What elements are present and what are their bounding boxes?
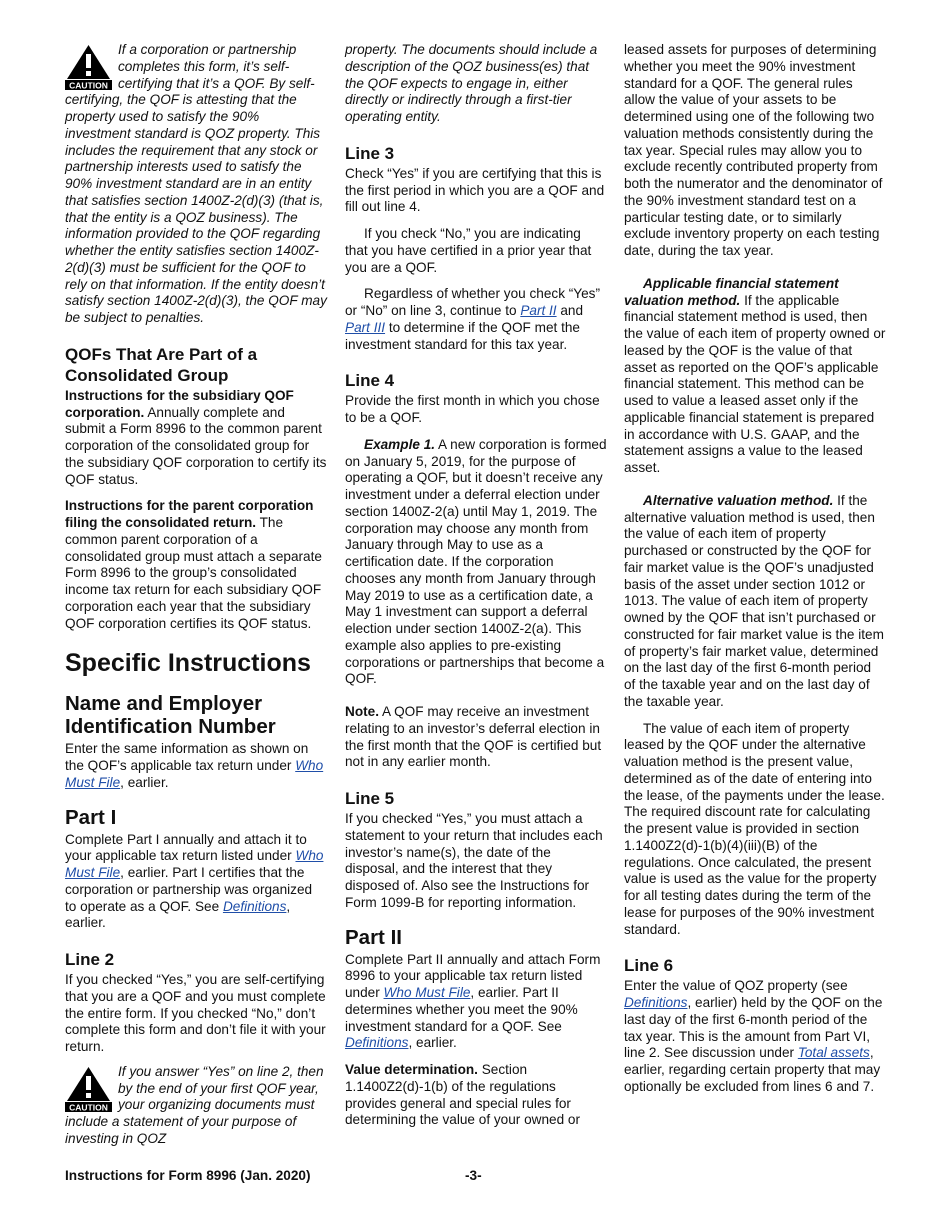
line6-heading: Line 6 bbox=[624, 956, 674, 976]
caution-text-2-continued: property. The documents should include a description of the QOZ business(es) that the QOF expects to engage in, either directly or indirectly through a first-tier operating entity. bbox=[345, 42, 598, 124]
name-ein-paragraph: Enter the same information as shown on the QOF’s applicable tax return under Who Must File, earlier. bbox=[65, 741, 324, 790]
page-number: -3- bbox=[465, 1168, 482, 1183]
subsidiary-paragraph: Instructions for the subsidiary QOF corporation. Annually complete and submit a Form 8996 to the common parent corporation of the consolidated group for the subsidiary QOF corporation to certify its QOF status. bbox=[65, 387, 327, 487]
caution-label: CAUTION bbox=[69, 1102, 108, 1112]
leased-property-paragraph: The value of each item of property leased by the QOF under the alternative valuation method is the present value, determined as of the date of entering into the lease, of the payments under the lease. The required discount rate for calculating the present value is provided in section 1.1400Z2(d)-1(b)(4)(iii)(B) of the regulations. Once calculated, the present value is used as the value for the property for all testing dates during the term of the lease for purposes of the 90% investment standard. bbox=[624, 720, 885, 937]
line4-paragraph: Provide the first month in which you chose to be a QOF. bbox=[345, 393, 600, 425]
footer-form-title: Instructions for Form 8996 (Jan. 2020) bbox=[65, 1168, 311, 1183]
part2-heading: Part II bbox=[345, 925, 402, 949]
part2-paragraph: Complete Part II annually and attach Form 8996 to your applicable tax return listed under Who Must File, earlier. Part II determines whether you meet the 90% investment standard for a QOF. See Definitions, earlier. bbox=[345, 951, 601, 1051]
link-total-assets[interactable]: Total assets bbox=[797, 1045, 870, 1061]
caution-text-1: If a corporation or partnership completes this form, it’s self-certifying that it’s a QOF. By self-certifying, the QOF is attesting that the property used to satisfy the 90% investment standard is QOZ property. This includes the requirement that any stock or partnership interests used to satisfy the 90% investment standard are in an entity that satisfies section 1400Z-2(d)(3) (that is, that the entity is a QOZ business). The information provided to the QOF regarding whether the entity satisfies section 1400Z-2(d)(3) must be sufficient for the QOF to rely on that information. If the entity doesn’t satisfy section 1400Z-2(d)(3), the QOF may be subject to penalties. bbox=[65, 42, 327, 325]
specific-instructions-heading: Specific Instructions bbox=[65, 649, 311, 678]
caution-icon bbox=[65, 1066, 112, 1112]
link-definitions[interactable]: Definitions bbox=[345, 1035, 409, 1051]
link-who-must-file[interactable]: Who Must File bbox=[65, 758, 324, 790]
line3-paragraph-2: If you check “No,” you are indicating that you have certified in a prior year that you are a QOF. bbox=[345, 226, 592, 275]
link-part-iii[interactable]: Part III bbox=[345, 319, 386, 335]
qof-group-heading: QOFs That Are Part of a Consolidated Group bbox=[65, 344, 258, 385]
caution-icon bbox=[65, 44, 112, 90]
link-definitions[interactable]: Definitions bbox=[624, 995, 688, 1010]
link-who-must-file[interactable]: Who Must File bbox=[65, 848, 324, 880]
link-who-must-file[interactable]: Who Must File bbox=[383, 985, 471, 1000]
column-3 bbox=[624, 42, 886, 1096]
caution-text-2: If you answer “Yes” on line 2, then by the end of your first QOF year, your organizing documents must include a statement of your purpose of investing in QOZ bbox=[65, 1063, 324, 1146]
line4-heading: Line 4 bbox=[345, 371, 395, 391]
column-2 bbox=[345, 42, 607, 1129]
part1-paragraph: Complete Part I annually and attach it to your applicable tax return listed under Who Must File, earlier. Part I certifies that the corporation or partnership was organized to operate as a QOF. See Definitions, earlier. bbox=[65, 831, 324, 931]
alternative-method-paragraph: Alternative valuation method. If the alternative valuation method is used, then the value of each item of property purchased or constructed by the QOF for fair market value is the QOF’s unadjusted basis of the asset under section 1012 or 1013. The value of each item of property owned by the QOF that isn’t purchased or constructed for fair market value is the item of property’s fair market value, determined on the last day of the first 6-month period of the taxable year and on the last day of the taxable year. bbox=[624, 492, 884, 709]
note-paragraph: Note. A QOF may receive an investment relating to an investor’s deferral election in the first month that the QOF is certified but not in any earlier month. bbox=[345, 704, 602, 770]
example-paragraph: Example 1. A new corporation is formed on January 5, 2019, for the purpose of operating a QOF, but it doesn’t receive any investment under a deferral election under section 1400Z-2(a) until May 1, 2019. The corporation may choose any month from January through May to use as a certification date. If the corporation chooses any month from January through May 2019 to use as a certification date, a May 1 investment can support a deferral election under section 1400Z-2(a). This example also applies to pre-existing corporations or partnerships that become a QOF. bbox=[345, 436, 607, 687]
line3-paragraph-3: Regardless of whether you check “Yes” or “No” on line 3, continue to Part II and Part III to determine if the QOF met the investment standard for this tax year. bbox=[345, 286, 600, 352]
line5-heading: Line 5 bbox=[345, 789, 395, 808]
value-determination-paragraph: Value determination. Section 1.1400Z2(d)-1(b) of the regulations provides general and special rules for determining the value of your owned or bbox=[345, 1062, 581, 1128]
line3-paragraph-1: Check “Yes” if you are certifying that this is the first period in which you are a QOF and fill out line 4. bbox=[345, 165, 605, 215]
link-part-ii[interactable]: Part II bbox=[520, 303, 557, 318]
name-ein-heading: Name and Employer Identification Number bbox=[65, 692, 276, 739]
line2-heading: Line 2 bbox=[65, 950, 115, 969]
link-definitions[interactable]: Definitions bbox=[222, 898, 287, 914]
line5-paragraph: If you checked “Yes,” you must attach a statement to your return that includes each investor’s name(s), the date of the disposal, and the interest that they disposed of. Also see the Instructions for Form 1099-B for reporting information. bbox=[345, 811, 603, 910]
parent-paragraph: Instructions for the parent corporation filing the consolidated return. The common parent corporation of a consolidated group must attach a separate Form 8996 to the group’s consolidated income tax return for each subsidiary QOF corporation each year that the subsidiary QOF corporation certifies its QOF status. bbox=[65, 498, 322, 631]
line2-paragraph: If you checked “Yes,” you are self-certifying that you are a QOF and you must complete the entire form. If you checked “No,” don’t complete this form and don’t file it with your return. bbox=[65, 972, 326, 1054]
afs-method-paragraph: Applicable financial statement valuation method. If the applicable financial statement method is used, then the value of each item of property owned or leased by the QOF is the value of that asset as reported on the QOF’s applicable financial statement. This method can be used to value a leased asset only if the applicable financial statement is prepared in accordance with U.S. GAAP, and the statement assigns a value to the leased asset. bbox=[624, 275, 886, 475]
column-1 bbox=[65, 42, 327, 1148]
part1-heading: Part I bbox=[65, 805, 117, 829]
caution-label: CAUTION bbox=[69, 80, 108, 90]
line3-heading: Line 3 bbox=[345, 143, 395, 163]
value-determination-continued: leased assets for purposes of determining whether you meet the 90% investment standard for a QOF. The general rules allow the value of your assets to be determined using one of the following two valuation methods consistently during the tax year. Special rules may allow you to exclude recently contributed property from both the numerator and the denominator of the 90% investment standard test on a particular testing date, or to similarly exclude inventory property on each testing date, during the tax year. bbox=[624, 42, 883, 258]
line6-paragraph: Enter the value of QOZ property (see Definitions, earlier) held by the QOF on the last day of the first 6-month period of the tax year. This is the amount from Part VI, line 2. See discussion under Total assets, earlier, regarding certain property that may optionally be excluded from lines 6 and 7. bbox=[624, 978, 883, 1094]
